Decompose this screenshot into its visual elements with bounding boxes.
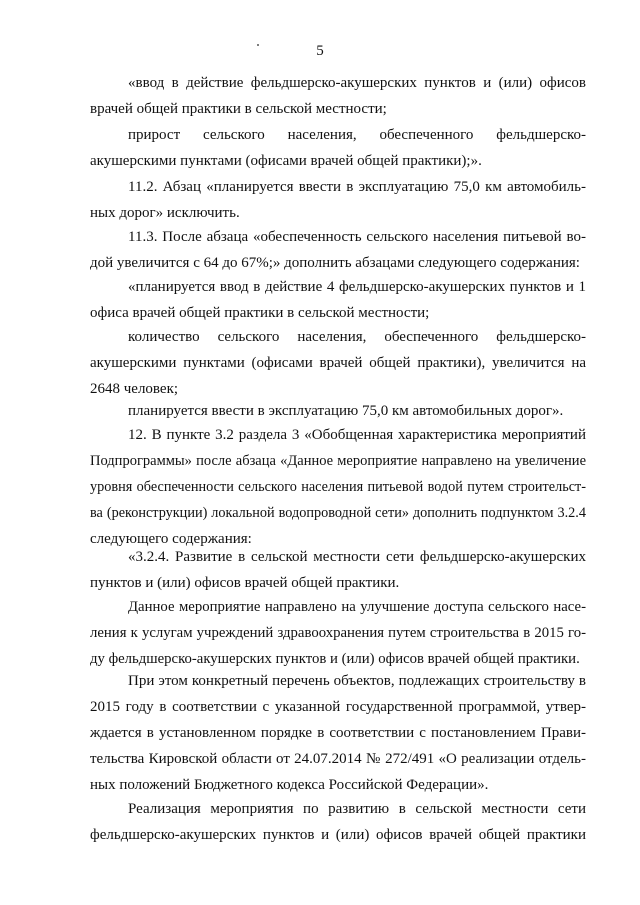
text-line: ления к услугам учреждений здравоохранения путем строительства в 2015 го- <box>90 625 586 641</box>
page-number: 5 <box>316 43 324 59</box>
text-line: ждается в установленном порядке в соответствии с постановлением Прави- <box>90 725 586 741</box>
text-line: 11.3. После абзаца «обеспеченность сельского населения питьевой во- <box>128 229 586 245</box>
text-line: фельдшерско-акушерских пунктов и (или) офисов врачей общей практики <box>90 827 586 843</box>
text-line: количество сельского населения, обеспеченного фельдшерско- <box>128 329 586 345</box>
paragraph <box>90 122 586 174</box>
text-line: 2648 человек; <box>90 381 179 397</box>
text-line: При этом конкретный перечень объектов, подлежащих строительству в <box>128 673 586 689</box>
text-line: Подпрограммы» после абзаца «Данное мероприятие направлено на увеличение <box>90 453 586 469</box>
text-line: акушерскими пунктами (офисами врачей общей практики), увеличится на <box>90 355 586 371</box>
text-line: следующего содержания: <box>90 531 252 547</box>
text-line: 11.2. Абзац «планируется ввести в эксплуатацию 75,0 км автомобиль- <box>128 179 586 195</box>
text-line: ва (реконструкции) локальной водопроводной сети» дополнить подпунктом 3.2.4 <box>90 505 586 521</box>
text-line: 12. В пункте 3.2 раздела 3 «Обобщенная характеристика мероприятий <box>128 427 586 443</box>
text-line: «ввод в действие фельдшерско-акушерских пунктов и (или) офисов <box>128 75 586 91</box>
text-line: акушерскими пунктами (офисами врачей общей практики);». <box>90 153 482 169</box>
paragraph <box>90 668 586 798</box>
paragraph <box>90 224 586 276</box>
paragraph <box>90 398 586 424</box>
paragraph <box>90 174 586 226</box>
paragraph <box>90 422 586 552</box>
text-line: тельства Кировской области от 24.07.2014 № 272/491 «О реализации отдель- <box>90 751 586 767</box>
text-line: офиса врачей общей практики в сельской местности; <box>90 305 430 321</box>
text-line: уровня обеспеченности сельского населения питьевой водой путем строительст- <box>90 479 586 495</box>
paragraph <box>90 594 586 672</box>
text-line: Реализация мероприятия по развитию в сельской местности сети <box>128 801 586 817</box>
text-line: врачей общей практики в сельской местности; <box>90 101 387 117</box>
text-line: ных дорог» исключить. <box>90 205 240 221</box>
paragraph <box>90 324 586 402</box>
text-line: ных положений Бюджетного кодекса Российской Федерации». <box>90 777 489 793</box>
text-line: «планируется ввод в действие 4 фельдшерско-акушерских пунктов и 1 <box>128 279 586 295</box>
text-line: дой увеличится с 64 до 67%;» дополнить абзацами следующего содержания: <box>90 255 580 271</box>
text-line: прирост сельского населения, обеспеченного фельдшерско- <box>128 127 586 143</box>
paragraph <box>90 274 586 326</box>
text-line: пунктов и (или) офисов врачей общей практики. <box>90 575 400 591</box>
paragraph <box>90 796 586 848</box>
text-line: планируется ввести в эксплуатацию 75,0 км автомобильных дорог». <box>128 403 564 419</box>
paragraph <box>90 544 586 596</box>
text-line: 2015 году в соответствии с указанной государственной программой, утвер- <box>90 699 586 715</box>
text-line: Данное мероприятие направлено на улучшение доступа сельского насе- <box>128 599 586 615</box>
text-line: ду фельдшерско-акушерских пунктов и (или) офисов врачей общей практики. <box>90 651 580 667</box>
paragraph <box>90 70 586 122</box>
text-line: «3.2.4. Развитие в сельской местности сети фельдшерско-акушерских <box>128 549 586 565</box>
